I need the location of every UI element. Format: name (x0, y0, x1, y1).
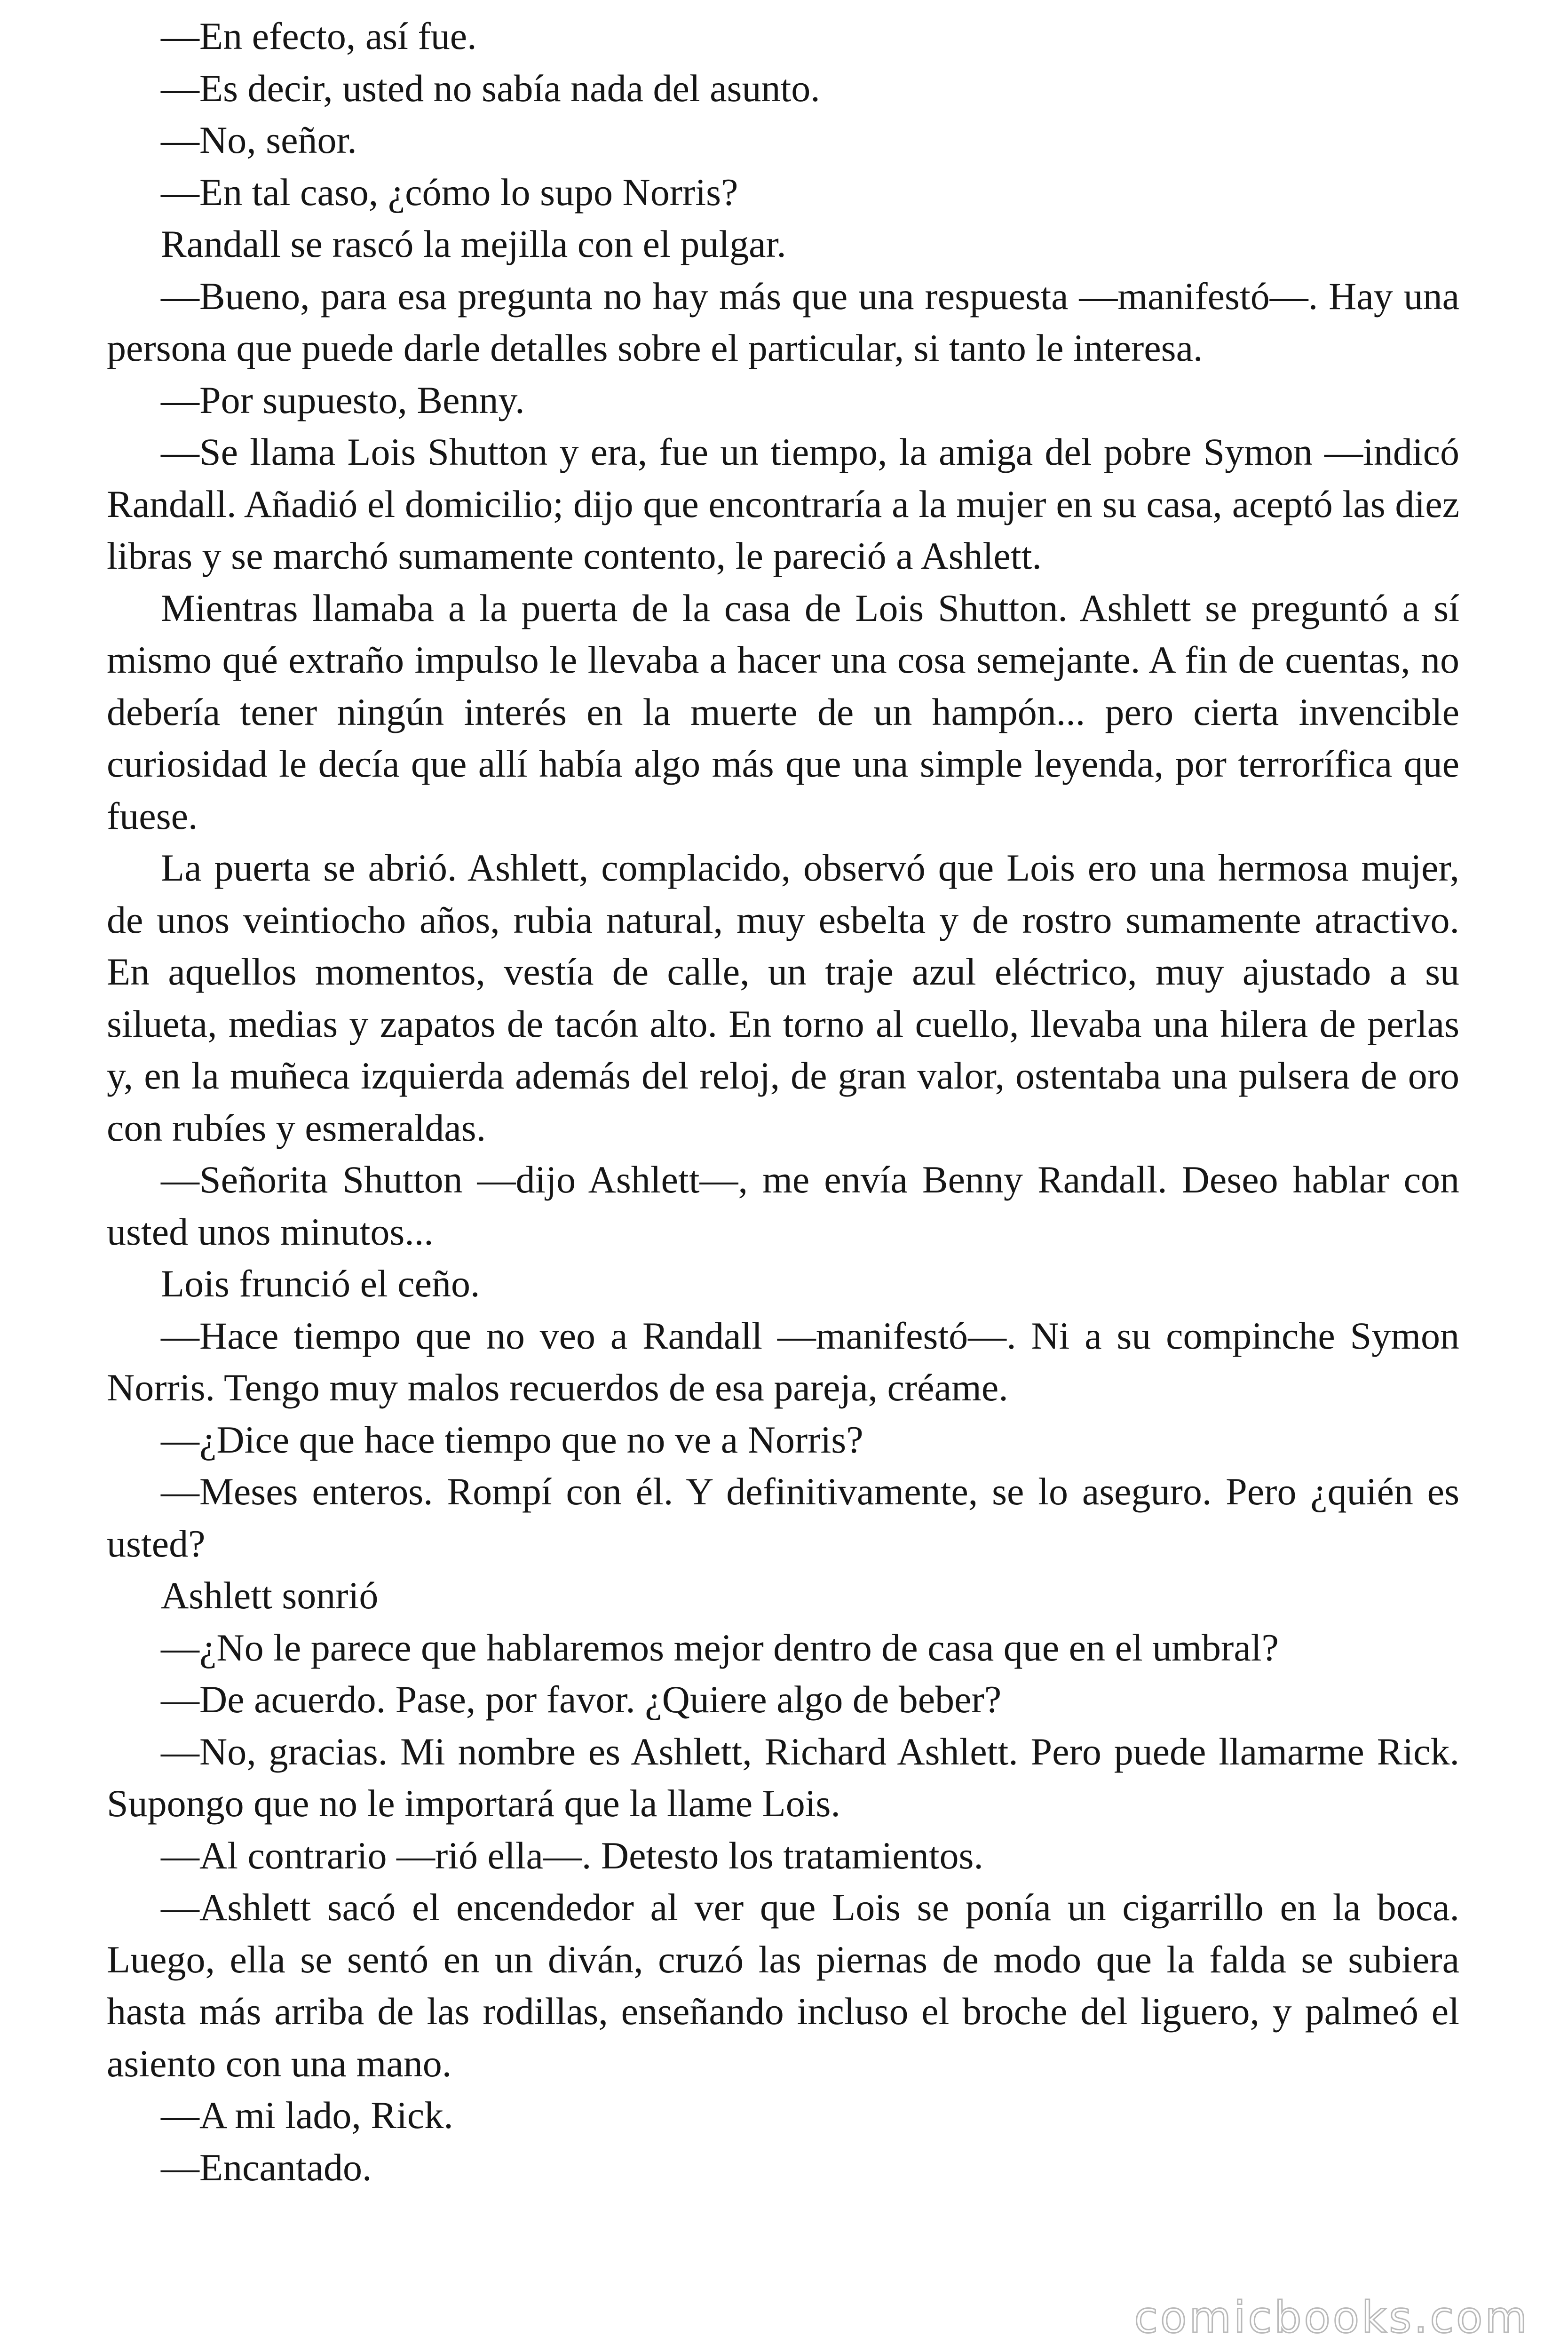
paragraph: —En efecto, así fue. (161, 15, 477, 57)
paragraph: —¿Dice que hace tiempo que no ve a Norris? (161, 1418, 863, 1461)
paragraph: —Encantado. (161, 2145, 372, 2189)
paragraph: —En tal caso, ¿cómo lo supo Norris? (161, 170, 738, 214)
paragraph: La puerta se abrió. Ashlett, complacido, observó que Lois ero una hermosa mujer, de unos veintiocho años, rubia natural, muy esbelta y de rostro sumamente atractivo. En aquellos momentos, vestía de calle, un traje azul eléctrico, muy ajustado a su silueta, medias y zapatos de tacón alto. En torno al cuello, llevaba una hilera de perlas y, en la muñeca izquierda además del reloj, de gran valor, ostentaba una pulsera de oro con rubíes y esmeraldas. (107, 846, 1459, 1149)
paragraph: Randall se rascó la mejilla con el pulgar. (161, 222, 786, 265)
page-text (107, 10, 1459, 2193)
paragraph: —Ashlett sacó el encendedor al ver que Lois se ponía un cigarrillo en la boca. Luego, ella se sentó en un diván, cruzó las piernas de modo que la falda se subiera hasta más arriba de las rodillas, enseñando incluso el broche del liguero, y palmeó el asiento con una mano. (107, 1886, 1459, 2085)
watermark: comicbooks.com (1134, 2292, 1529, 2343)
paragraph: Lois frunció el ceño. (161, 1262, 480, 1305)
paragraph: —Hace tiempo que no veo a Randall —manifestó—. Ni a su compinche Symon Norris. Tengo muy malos recuerdos de esa pareja, créame. (107, 1314, 1459, 1409)
paragraph: —Señorita Shutton —dijo Ashlett—, me envía Benny Randall. Deseo hablar con usted unos minutos... (107, 1158, 1459, 1253)
paragraph: —Al contrario —rió ella—. Detesto los tratamientos. (161, 1834, 983, 1877)
paragraph: Mientras llamaba a la puerta de la casa de Lois Shutton. Ashlett se preguntó a sí mismo qué extraño impulso le llevaba a hacer una cosa semejante. A fin de cuentas, no debería tener ningún interés en la muerte de un hampón... pero cierta invencible curiosidad le decía que allí había algo más que una simple leyenda, por terrorífica que fuese. (107, 586, 1459, 837)
paragraph: —De acuerdo. Pase, por favor. ¿Quiere algo de beber? (161, 1678, 1002, 1721)
paragraph: —Bueno, para esa pregunta no hay más que una respuesta —manifestó—. Hay una persona que puede darle detalles sobre el particular, si tanto le interesa. (107, 274, 1459, 369)
paragraph: Ashlett sonrió (161, 1574, 379, 1617)
paragraph: —Es decir, usted no sabía nada del asunto. (161, 66, 820, 110)
paragraph: —Meses enteros. Rompí con él. Y definitivamente, se lo aseguro. Pero ¿quién es usted? (107, 1470, 1459, 1565)
paragraph: —No, señor. (161, 119, 357, 161)
paragraph: —Se llama Lois Shutton y era, fue un tiempo, la amiga del pobre Symon —indicó Randall. Añadió el domicilio; dijo que encontraría a la mujer en su casa, aceptó las diez libras y se marchó sumamente contento, le pareció a Ashlett. (107, 430, 1459, 577)
paragraph: —No, gracias. Mi nombre es Ashlett, Richard Ashlett. Pero puede llamarme Rick. Supongo que no le importará que la llame Lois. (107, 1730, 1459, 1825)
paragraph: —¿No le parece que hablaremos mejor dentro de casa que en el umbral? (161, 1626, 1279, 1669)
paragraph: —A mi lado, Rick. (161, 2094, 453, 2137)
paragraph: —Por supuesto, Benny. (161, 378, 525, 421)
